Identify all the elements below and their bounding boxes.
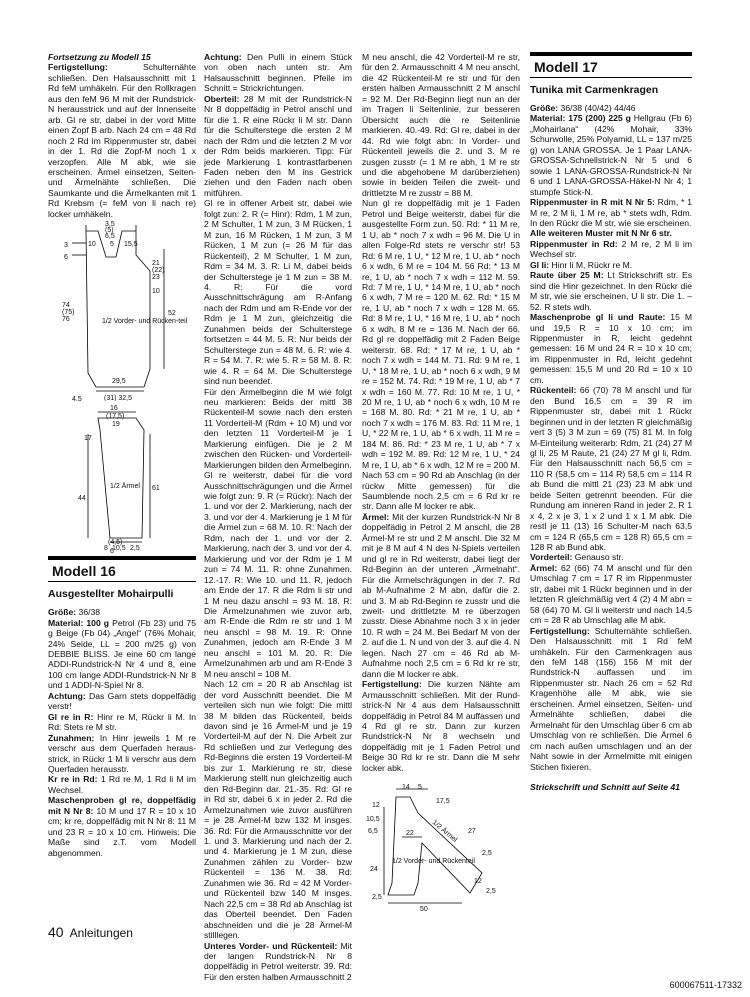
dim-text: 3 [64,242,68,250]
dim-text: (17,5) [106,412,125,420]
dim-text: 10 [152,288,160,296]
column-1 [48,52,196,858]
dim-text: 50 [420,906,428,912]
dim-text: 19 [112,420,120,428]
model17-rib-rounds: Rippenmuster in Rd: 2 M re, 2 M li im Wechsel str. [530,238,692,260]
dim-text: 23 [152,274,160,282]
model16-lower-part: Unteres Vorder- und Rückenteil: Mit der langen Rundstrick-N Nr 8 doppelfädig in Petrol weiterstr. 39. Rd: Für den ersten halben Armausschnitt 2 [204,940,352,982]
dim-text: 76 [62,316,70,324]
dim-text: 3,5 [105,221,115,229]
dim-text: 6,5 [105,233,115,241]
dim-text: (31) 32,5 [104,395,133,402]
model17-back: Rückenteil: 66 (70) 78 M anschl und für den Bund 16,5 cm = 39 R im Rippenmuster str, dabei mit 1 Rückr beginnen und in der letzten R gleichmäßig vert 3 (5) 3 M zun = 69 (75) 81 M. In folg M-Einteilung weiterarb: Rdm, 21 (24) 27 M gl li, 25 M Raute, 21 (24) 27 M gl li, Rdm. Für den Halsausschnitt nach 56,5 cm = 110 R (58,5 cm = 114 R) 58,5 cm = 114 R ab Bund die mittl 21 (23) 23 M abk und beide Seiten getrennt beenden. Für die Rundung am inneren Rand in jeder 2. R 1 x 4, 2 x je 3, 1 x 2 und 1 x 1 M abk. Die restl je 11 (13) 16 Schulter-M nach 63,5 cm = 124 R (65,5 cm = 128 R) 65,5 cm = 128 R ab Bund abk. [530,385,692,553]
schematic-label: 1/2 Vorder- und Rückenteil [392,858,475,866]
model16-finishing: Fertigstellung: Die kurzen Nähte am Armausschnitt schließen. Mit der Rundstrick-N Nr 4 aus dem Halsausschnitt doppelfädig in Petrol 84 M auffassen und 4 Rd gl re str. Dann zur kurzen Rundstrick-N Nr 8 wechseln und doppelfädig mit je 1 Faden Petrol und Beige 30 Rd kr re str. Dann die M sehr locker abk. [362,679,520,773]
dim-text: 2,5 [486,888,496,896]
model17-finishing: Fertigstellung: Schulternähte schließen. Den Halsausschnitt mit 1 Rd feM umhäkeln. Für den Carmenkragen aus den feM 148 (156) 156 M mit der Rundstrick-N auffassen und im Rippenmuster str. Nach 26 cm = 52 Rd Kragenhöhe alle M abk, wie sie erscheinen. Ärmel einsetzen, Seiten- und Ärmelnähte schließen, dabei die Ärmelnaht für den Umschlag über 6 cm ab Umschlag von re schließen. Die Ärmel 6 cm nach außen umschlagen und an der Naht sowie in der Ärmelmitte mit einigen Stichen fixieren. [530,625,692,772]
page-footer [48,924,133,940]
dim-text: 5 [110,241,114,249]
dim-text: 16 [110,404,118,412]
schematic-label: 1/2 Ärmel [110,482,140,490]
model16-instructions-intro: Achtung: Den Pulli in einem Stück von oben nach unten str. Am Halsausschnitt beginnen. Pfeile im Schnitt = Strickrichtungen. [204,52,352,94]
model16-size: Größe: 36/38 [48,607,101,618]
model15-finishing: Fertigstellung: Schulternähte schließen. Den Halsausschnitt mit 1 Rd feM umhäkeln. Für den Rollkragen aus den feM 96 M mit der Rundstrick-N herausstrick und auf der Innenseite arb. Gl re str, dabei in der vord Mitte einen Zopf B arb. Nach 24 cm = 48 Rd noch 2 Rd im Rippenmuster str, dabei in der 1. Rd die Zopf-M noch 1 x verzopfen. Alle M abk, wie sie erscheinen. Ärmel einsetzen, Seiten- und Ärmelnähte schließen. Die Saumkante und die Ärmelkanten mit 1 Rd Krebsm (= feM von li nach re) locker umhäkeln. [48,62,196,219]
model17-reverse-stockinette: Gl li: Hinr li M, Rückr re M. [530,259,633,270]
dim-text: 14 [402,784,410,792]
dim-text: 10,5 [112,544,126,552]
dim-text: (75) [62,309,75,317]
model17-diamond: Raute über 25 M: Lt Strickschrift str. Es sind die Hinr gezeichnet. In den Rückr die M str, wie sie erscheinen, U li str. Die 1. – 52. R stets wdh. [530,270,692,312]
schematic-body [48,219,196,401]
model17-title: Modell 17 [530,52,692,78]
dim-text: 52 [168,310,176,318]
dim-text: 10 [88,241,96,249]
sleeve-outline [98,418,144,538]
column-4 [530,52,692,792]
dim-text: 2,5 [130,544,140,552]
model17-front: Vorderteil: Genauso str. [530,552,624,563]
article-code: 600067511-17332 [669,980,742,990]
model16-sleeve: Ärmel: Mit der kurzen Rundstrick-N Nr 8 doppelfädig in Petrol 2 M anschl, die 28 Ärmel-M re str und 2 M anschl. Die 32 M mit je 8 M auf 4 N des N-Spiels verteilen und gl re in Rd weiterstr, dabei liegt der Rd-Beginn an der unteren „Ärmelnaht“. Für die Ärmelschrägungen in der 7. Rd ab M-Aufnahme 2 M abn, dafür die 2. und 3. M ab Rd-Beginn re zusstr und die zweit- und drittletzte M re überzogen zusstr. Diese Abnahme noch 3 x in jeder 10. R wdh = 24 M. Bei Bedarf M von der 2. auf die 1. N und von der 3. auf die 4. N legen. Nach 27 cm = 46 Rd ab M-Aufnahme noch 2,5 cm = 6 Rd kr re str, dann die M locker re abk. [362,511,520,679]
dim-text: 22 [406,830,414,838]
dim-text: 6 [64,254,68,262]
model16-subtitle: Ausgestellter Mohairpulli [48,588,174,601]
continuation-heading: Fortsetzung zu Modell 15 [48,52,151,62]
dim-text: 2,5 [482,850,492,858]
dim-text: 2,5 [372,894,382,902]
column-2 [204,52,352,982]
model17-chart-reference: Strickschrift und Schnitt auf Seite 41 [530,782,680,792]
dim-text: 17 [84,434,92,442]
model16-title: Modell 16 [48,556,196,582]
model16-rib: Kr re in Rd: 1 Rd re M, 1 Rd li M im Wechsel. [48,774,196,795]
model16-upper-part: Oberteil: 28 M mit der Rundstrick-N Nr 8 doppelfädig in Petrol anschl und für die 1. R eine Rückr li M str. Dann für die Schulterstege die ersten 2 M nach der Rdm und die letzten 2 M vor der Rdm beids markieren. Tipp: Für jede Markierung 1 kontrastfarbenen Faden neben den M ins Gestrick ziehen und den Faden nach oben mitführen. Gl re in offener Arbeit str, dabei wie folgt zun: 2. R (= Hinr): Rdm, 1 M zun, 2 M Schulter, 1 M zun, 3 M Rücken, 1 M zun, 16 M Rücken, 1 M zun, 3 M Rücken, 1 M zun (= 26 M für das Rückenteil), 2 M Schulter, 1 M zun, Rdm = 34 M. 3. R: Li M, dabei beids der Schulterstege je 1 M zun = 38 M. 4. R: Für die vord Ausschnittschrägung am R-Anfang nach der Rdm und am R-Ende vor der Rdm je 1 M zun, gleichzeitig die Zunahmen beids der Schulterstege fortsetzen = 44 M. 5. R: Nur beids der Schulterstege zun = 48 M. 6. R: wie 4. R = 54 M. 7. R: wie 5. R = 58 M. 8. R: wie 4. R = 64 M. Die Schulterstege sind nun beendet. Für den Ärmelbeginn die M wie folgt neu markieren: Beids der mittl 38 Rückenteil-M sowie nach den ersten 11 Vorderteil-M (Rdm + 10 M) und vor den letzten 11 Vorderteil-M je 1 Markierung einfügen. Die je 2 M zwischen den Rücken- und Vorderteil-Markierungen bilden den Ärmelbeginn. Gl re weiterstr, dabei für die vord Ausschnittschrägungen und die Ärmel wie folgt zun: 9. R (= Rückr): Nach der 1. und vor der 2. Markierung, nach der 3. und vor der 4. Markierung je 1 M für die Ärmel zun = 68 M. 10. R: Nach der Rdm, nach der 1. und vor der 2. Markierung, nach der 3. und vor der 4. Markierung und vor der Rdm je 1 M zun = 74 M. 11. R: ohne Zunahmen. 12.-17. R: Wie 10. und 11. R, jedoch am Ende der 17. R die Rdm li str und 1 M neu dazu anschl = 93 M. 18. R: Die Ärmelzunahmen wie zuvor arb, am R-Ende die Rdm re str und 1 M neu anschl = 98 M. 19. R: Ohne Zunahmen, jedoch am R-Ende 3 M neu anschl = 101 M. 20. R: Die Ärmelzunahmen arb und am R-Ende 3 M neu anschl = 108 M. Nach 12 cm = 20 R ab Anschlag ist der vord Ausschnitt beendet. Die M verteilen sich nun wie folgt: Die mittl 38 M bilden das Rückenteil, beids davon sind je 16 Ärmel-M und je 19 Vorderteil-M auf der N. Die Arbeit zur Rd schließen und zur Verlegung des Rd-Beginns die ersten 19 Vorderteil-M bis zur 1. Markierung re str, diese Markierung stellt nun gleichzeitig auch den Rd-Beginn dar. 21.-35. Rd: Gl re in Rd str, dabei 6 x in jeder 2. Rd die Ärmelzunahmen wie zuvor ausführen = je 28 Ärmel-M bzw 132 M insges. 36. Rd: Für die Armausschnitte vor der 1. und 3. Markierung und nach der 2. und 4. Markierung je 1 M zun, diese Zunahmen zählen zu Vorder- bzw Rückenteil = 136 M. 38. Rd: Zunahmen wie 36. Rd = 42 M Vorder- und Rückenteil bzw 140 M insges. Nach 22,5 cm = 38 Rd ab Anschlag ist das Oberteil beendet. Den Faden abschneiden und die je 28 Ärmel-M stilllegen. [204,93,352,941]
page-number: 40 [48,924,64,940]
model17-needle-note: Alle weiteren Muster mit N Nr 6 str. [530,228,672,239]
model17-size: Größe: 36/38 (40/42) 44/46 [530,103,636,113]
model16-increases: Zunahmen: In Hinr jeweils 1 M re verschr aus dem Querfaden herausstrick, in Rückr 1 M li verschr aus dem Querfaden herausstr. [48,732,196,774]
dim-text: 24 [370,866,378,874]
schematic-model16 [362,783,520,911]
dim-text: 17,5 [436,798,450,806]
schematic-label: 1/2 Vorder- und Rücken-teil [102,318,188,326]
model17-sleeves: Ärmel: 62 (66) 74 M anschl und für den Umschlag 7 cm = 17 R im Rippenmuster str, dabei mit 1 Rückr beginnen und in der letzten R gleichmäßig vert 4 (2) 4 M abn = 58 (64) 70 M. Gl li weiterstr und nach 14,5 cm = 28 R ab Umschlag alle M abk. [530,562,692,626]
dim-text: 29,5 [112,378,126,386]
schematic-sleeve [48,404,196,554]
dim-text: (4,5) [108,538,123,546]
section-name: Anleitungen [69,926,133,940]
model17-material: Material: 175 (200) 225 g Hellgrau (Fb 6) „Mohairlana“ (42% Mohair, 33% Schurwolle, 25% Polyamid, LL = 137 m/25 g) von LANA GROSSA. Je 1 Paar LANA-GROSSA-Schnellstrick-N Nr 5 und 6 sowie 1 LANA-GROSSA-Rundstrick-N Nr 6 und 1 LANA-GROSSA-Häkel-N Nr 4; 1 stumpfe Stick-N. [530,113,692,197]
dim-text: 6 [110,547,114,554]
dim-text: 44 [78,494,86,502]
model17-rib-rows: Rippenmuster in R mit N Nr 5: Rdm, * 1 M re, 2 M li, 1 M re, ab * stets wdh, Rdm. In den Rückr die M str, wie sie erscheinen. [530,197,692,228]
dim-text: 10,5 [366,816,380,824]
dim-text: 12 [372,802,380,810]
dim-text: 4,5 [72,396,82,402]
schematic-label: 1/2 Ärmel [430,819,459,845]
dim-text: (5) [105,227,114,235]
model16-gauge: Maschenproben gl re, doppelfädig mit N Nr 8: 10 M und 17 R = 10 x 10 cm; kr re, doppelfädig mit N Nr 8: 11 M und 23 R = 10 x 10 cm. Hinweis: Die Maße sind z.T. vom Modell abgenommen. [48,795,196,858]
dim-text: 6,5 [368,828,378,836]
dim-text: 27 [468,828,476,836]
dim-text: 12 [474,878,482,886]
model16-outline [388,797,482,895]
model16-note: Achtung: Das Garn stets doppelfädig verstr! [48,690,196,712]
model17-gauge: Maschenprobe gl li und Raute: 15 M und 19,5 R = 10 x 10 cm; im Rippenmuster in R, leicht gedehnt gemessen: 16 M und 24 R = 10 x 10 cm; im Rippenmuster in Rd, leicht gedehnt gemessen: 15,5 M und 20 Rd = 10 x 10 cm. [530,312,692,385]
model17-subtitle: Tunika mit Carmenkragen [530,84,659,96]
model16-stockinette: Gl re in R: Hinr re M, Rückr li M. In Rd: Stets re M str. [48,711,196,733]
dim-text: 74 [62,302,70,310]
column-3 [362,52,520,914]
body-outline [86,231,150,387]
dim-text: 5 [418,784,422,792]
model16-lower-part-cont: M neu anschl, die 42 Vorderteil-M re str, für den 2. Armausschnitt 4 M neu anschl, die 42 Rückenteil-M re str und für den ersten halben Armausschnitt 2 M anschl = 92 M. Der Rd-Beginn liegt nun an der im Tragen li Seitenlinie, zur besseren Übersicht auch die re Seitenlinie markieren. 40.-49. Rd: Gl re, dabei in der 44. Rd wie folgt abn: In Vorder- und Rückenteil jeweils die 2. und 3. M re zusgen zusstr (= 1 M re abh, 1 M re str und die abgehobene M darüberziehen) sowie in beiden Teilen die zweit- und drittletzte M re zusstr = 88 M. Nun gl re doppelfädig mit je 1 Faden Petrol und Beige weiterstr, dabei für die ausgestellte Form zun. 50. Rd: * 11 M re, 1 U, ab * noch 7 x wdh = 96 M. Die U in allen Folge-Rd stets re verschr str! 53 Rd: 6 M re, 1 U, * 12 M re, 1 U, ab * noch 6 x wdh, 6 M re = 104 M. 56 Rd: * 13 M re, 1 U, ab * noch 7 x wdh = 112 M. 59. Rd: 7 M re, 1 U, * 14 M re, 1 U, ab * noch 6 x wdh, 7 M re = 120 M. 62. Rd: * 15 M re, 1 U, ab * noch 7 x wdh = 128 M. 65. Rd: 8 M re, 1 U, * 16 M re, 1 U, ab * noch 6 x wdh, 8 M re = 136 M. Nach der 66. Rd gl re doppelfädig mit 2 Faden Beige weiterstr. 68. Rd: * 17 M re, 1 U, ab * noch 7 x wdh = 144 M. 71. Rd: 9 M re, 1 U, * 18 M re, 1 U, ab * noch 6 x wdh, 9 M re = 152 M. 74. Rd: * 19 M re, 1 U, ab * 7 x wdh = 160 M. 77. Rd: 10 M re, 1 U, * 20 M re, 1 U, ab * noch 6 x wdh, 10 M re = 168 M. 80. Rd: * 21 M re, 1 U, ab * noch 7 x wdh = 176 M. 83. Rd: 11 M re, 1 U, * 22 M re, 1 U, ab * 6 x wdh, 11 M re = 184 M. 86. Rd: * 23 M re, 1 U, ab * 7 x wdh = 192 M. 89. Rd: 12 M re, 1 U, * 24 M re, 1 U, ab * 6 x wdh, 12 M re = 200 M. Nach 53 cm = 90 Rd ab Anschlag (in der rückw Mitte gemessen) für die Saumblende noch 2,5 cm = 6 Rd kr re str. Dann alle M locker re abk. [362,52,520,512]
dim-text: 21 [152,260,160,268]
dim-text: (22) [152,267,165,275]
model16-material: Material: 100 g Petrol (Fb 23) und 75 g Beige (Fb 04) „Angel“ (76% Mohair, 24% Seide, LL = 200 m/25 g) von DEBBIE BLISS. Je eine 60 cm lange ADDI-Rundstrick-N Nr 4 und 8, eine 100 cm lange ADDI-Rundstrick-N Nr 8 und 1 ADDI-N-Spiel Nr 8. [48,617,196,691]
dim-text: 61 [152,484,160,492]
dim-text: 15,5 [124,241,138,249]
dim-text: 8 [104,544,108,552]
